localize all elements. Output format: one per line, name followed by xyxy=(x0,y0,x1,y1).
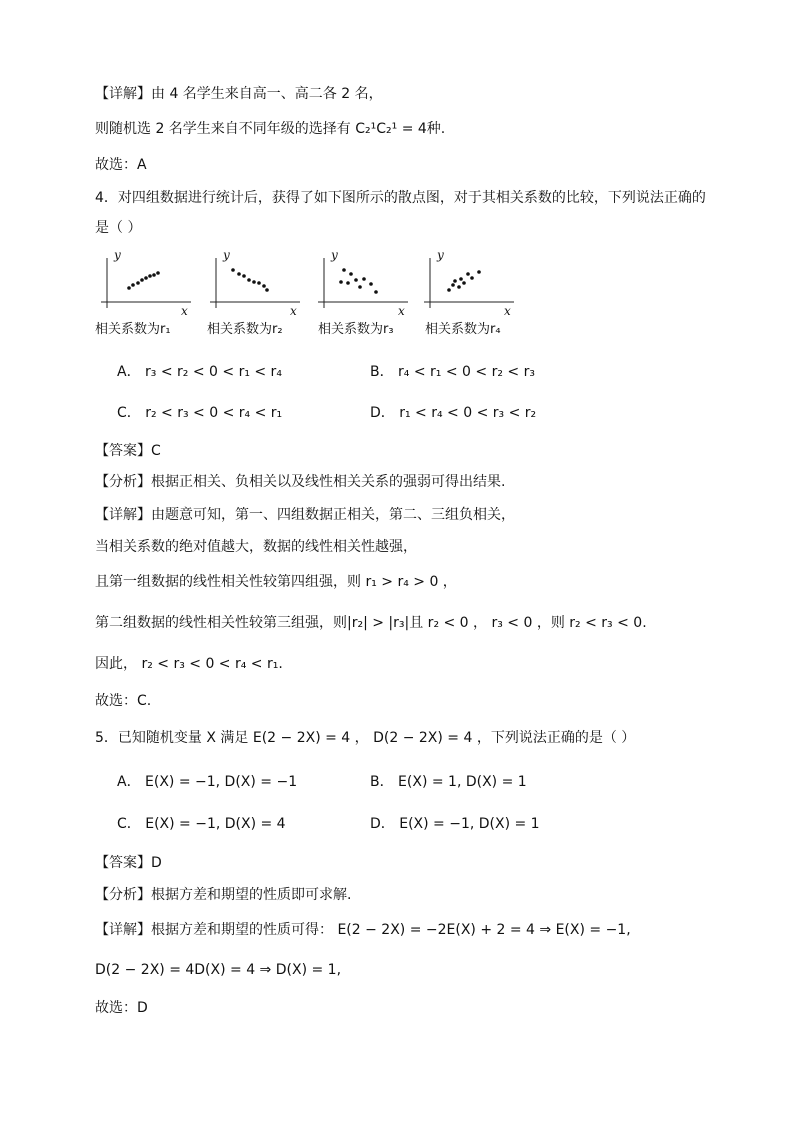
q3-count-line: 则随机选 2 名学生来自不同年级的选择有 C₂¹C₂¹ = 4种. xyxy=(95,121,446,137)
q5-stem: 5．已知随机变量 X 满足 E(2 − 2X) = 4 ， D(2 − 2X) = 4 ，下列说法正确的是（ ） xyxy=(95,730,636,746)
q5-detail-2: D(2 − 2X) = 4D(X) = 4 ⇒ D(X) = 1, xyxy=(95,962,342,978)
q5-option-a: A． E(X) = −1, D(X) = −1 xyxy=(117,774,298,790)
q4-detail-2: 当相关系数的绝对值越大，数据的线性相关性越强， xyxy=(95,539,417,555)
q5-option-d: D． E(X) = −1, D(X) = 1 xyxy=(370,816,540,832)
plot3-caption: 相关系数为r₃ xyxy=(318,322,394,337)
q4-option-a: A． r₃ < r₂ < 0 < r₁ < r₄ xyxy=(117,364,282,380)
q4-detail-5: 因此， r₂ < r₃ < 0 < r₄ < r₁. xyxy=(95,656,283,672)
q5-choose: 故选：D xyxy=(95,1000,148,1016)
q4-detail-4: 第二组数据的线性相关性较第三组强，则|r₂| > |r₃|且 r₂ < 0 ， r₃ < 0 ，则 r₂ < r₃ < 0. xyxy=(95,615,647,631)
plot4-y-label: y xyxy=(437,248,444,262)
q3-choose: 故选：A xyxy=(95,157,147,173)
q4-option-c: C． r₂ < r₃ < 0 < r₄ < r₁ xyxy=(117,405,283,421)
q4-stem-line2: 是（ ） xyxy=(95,220,142,236)
plot2-x-label: x xyxy=(290,304,297,318)
q5-detail-1: 【详解】根据方差和期望的性质可得： E(2 − 2X) = −2E(X) + 2 = 4 ⇒ E(X) = −1, xyxy=(95,922,631,938)
q5-answer: 【答案】D xyxy=(95,855,162,871)
q4-analysis: 【分析】根据正相关、负相关以及线性相关关系的强弱可得出结果. xyxy=(95,474,506,490)
q4-option-b: B． r₄ < r₁ < 0 < r₂ < r₃ xyxy=(370,364,535,380)
q4-stem-line1: 4．对四组数据进行统计后，获得了如下图所示的散点图，对于其相关系数的比较，下列说法正确的 xyxy=(95,190,706,206)
plot1-y-label: y xyxy=(114,248,121,262)
plot3-y-label: y xyxy=(331,248,338,262)
plot4-caption: 相关系数为r₄ xyxy=(425,322,501,337)
q5-option-b: B． E(X) = 1, D(X) = 1 xyxy=(370,774,527,790)
q4-option-d: D． r₁ < r₄ < 0 < r₃ < r₂ xyxy=(370,405,537,421)
plot1-x-label: x xyxy=(181,304,188,318)
q4-detail-3: 且第一组数据的线性相关性较第四组强，则 r₁ > r₄ > 0 ， xyxy=(95,574,457,590)
q4-detail-1: 【详解】由题意可知，第一、四组数据正相关，第二、三组负相关， xyxy=(95,507,515,523)
plot4-x-label: x xyxy=(504,304,511,318)
plot2-y-label: y xyxy=(223,248,230,262)
plot3-x-label: x xyxy=(398,304,405,318)
plot2-caption: 相关系数为r₂ xyxy=(207,322,283,337)
q4-answer: 【答案】C xyxy=(95,443,161,459)
q4-choose: 故选：C. xyxy=(95,693,152,709)
q5-option-c: C． E(X) = −1, D(X) = 4 xyxy=(117,816,286,832)
q5-analysis: 【分析】根据方差和期望的性质即可求解. xyxy=(95,887,352,903)
plot1-caption: 相关系数为r₁ xyxy=(95,322,171,337)
q3-detail: 【详解】由 4 名学生来自高一、高二各 2 名， xyxy=(95,86,383,102)
